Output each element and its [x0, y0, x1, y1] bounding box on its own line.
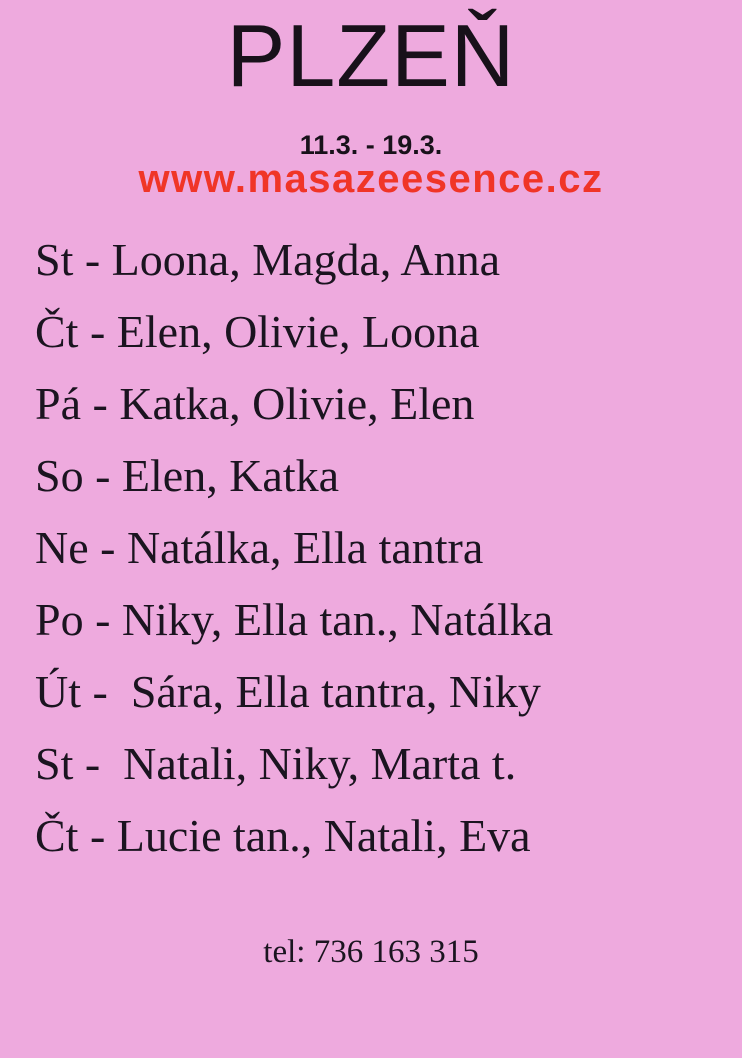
schedule-row-monday: Po - Niky, Ella tan., Natálka [35, 594, 554, 645]
poster-title: PLZEŇ [226, 6, 516, 105]
website-link[interactable]: www.masazeesence.cz [138, 157, 604, 201]
schedule-row-thursday-2: Čt - Lucie tan., Natali, Eva [35, 810, 531, 861]
schedule-row-thursday-1: Čt - Elen, Olivie, Loona [35, 306, 480, 357]
schedule-row-wednesday-2: St - Natali, Niky, Marta t. [35, 738, 517, 789]
schedule-row-friday: Pá - Katka, Olivie, Elen [35, 378, 475, 429]
date-range: 11.3. - 19.3. [299, 130, 443, 160]
phone-number: tel: 736 163 315 [263, 934, 479, 970]
schedule-list [35, 224, 742, 872]
schedule-row-wednesday-1: St - Loona, Magda, Anna [35, 234, 501, 285]
schedule-row-tuesday: Út - Sára, Ella tantra, Niky [35, 666, 541, 717]
schedule-row-sunday: Ne - Natálka, Ella tantra [35, 522, 484, 573]
schedule-row-saturday: So - Elen, Katka [35, 450, 340, 501]
poster [0, 8, 742, 1058]
